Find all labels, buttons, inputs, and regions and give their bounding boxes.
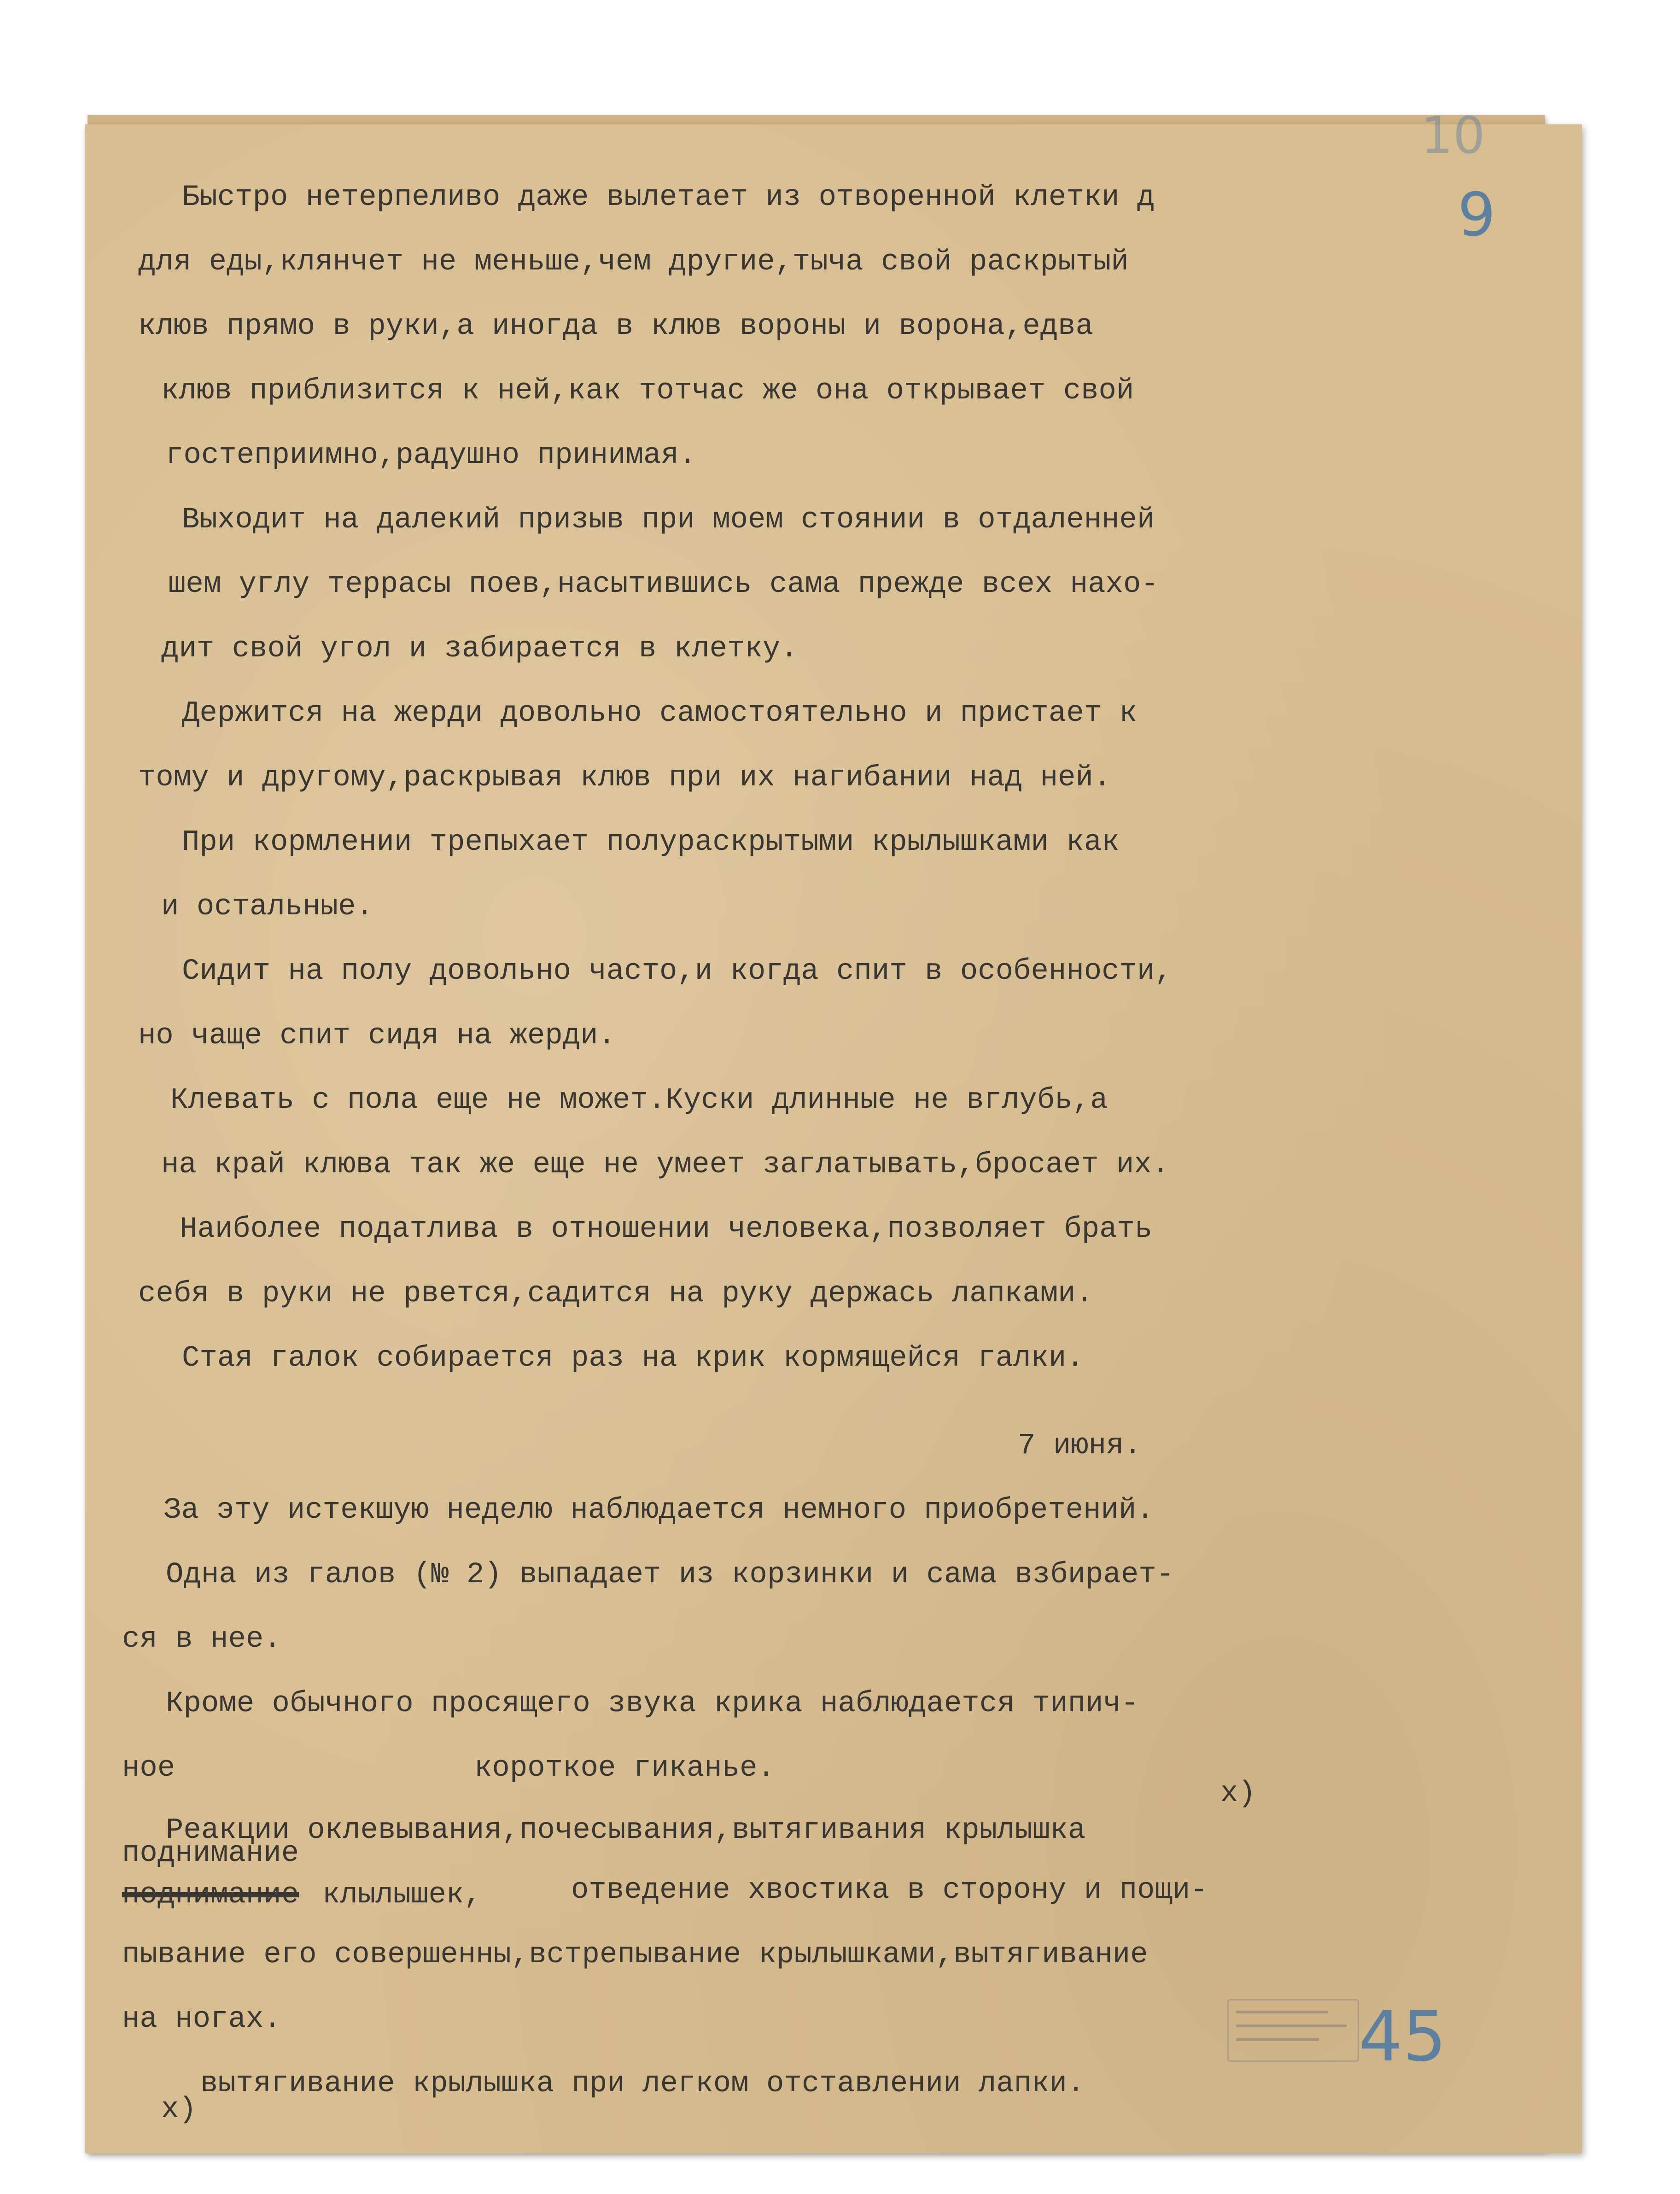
text-line: Одна из галов (№ 2) выпадает из корзинки и сама взбирает- <box>166 1558 1174 1591</box>
entry-date: 7 июня. <box>1018 1429 1142 1463</box>
page-number-bottom: 45 <box>1359 1997 1447 2077</box>
text-line: ся в нее. <box>122 1623 281 1656</box>
text-line: гостеприимно,радушно принимая. <box>166 439 697 472</box>
archive-stamp <box>1227 1999 1359 2062</box>
text-line: Наиболее податлива в отношении человека,позволяет брать <box>180 1213 1153 1246</box>
text-line: клылышек, <box>322 1878 482 1912</box>
text-line: тому и другому,раскрывая клюв при их нагибании над ней. <box>138 761 1111 795</box>
text-line: Держится на жерди довольно самостоятельно и пристает к <box>182 697 1137 730</box>
struck-text: поднимание <box>122 1878 299 1912</box>
page-number-top: 9 <box>1458 180 1496 250</box>
paper-sheet <box>85 124 1582 2153</box>
text-line: Реакции оклевывания,почесывания,вытягивания крылышка <box>166 1814 1086 1847</box>
text-line: и остальные. <box>161 890 373 924</box>
footnote-marker: x) <box>161 2093 197 2126</box>
text-line: Выходит на далекий призыв при моем стоянии в отдаленней <box>182 503 1155 537</box>
text-line: клюв приблизится к ней,как тотчас же она открывает свой <box>161 374 1134 408</box>
text-line: При кормлении трепыхает полураскрытыми крылышками как <box>182 826 1120 859</box>
text-line: короткое гиканье. <box>474 1752 775 1785</box>
text-line: дит свой угол и забирается в клетку. <box>161 632 798 666</box>
footnote-marker: x) <box>1220 1777 1256 1810</box>
text-line: Клевать с пола еще не может.Куски длинные не вглубь,а <box>170 1084 1108 1117</box>
text-line: но чаще спит сидя на жерди. <box>138 1019 616 1053</box>
footnote-text: вытягивание крылышка при легком отставлении лапки. <box>200 2067 1085 2100</box>
text-line: на ногах. <box>122 2003 281 2036</box>
text-line: шем углу террасы поев,насытившись сама прежде всех нахо- <box>168 568 1159 601</box>
text-line: отведение хвостика в сторону и пощи- <box>571 1874 1208 1907</box>
text-line: За эту истекшую неделю наблюдается немного приобретений. <box>163 1494 1154 1527</box>
text-line: себя в руки не рвется,садится на руку держась лапками. <box>138 1277 1093 1311</box>
text-line: на край клюва так же еще не умеет заглатывать,бросает их. <box>161 1148 1170 1182</box>
text-line: ное <box>122 1752 175 1785</box>
text-line: Быстро нетерпеливо даже вылетает из отворенной клетки д <box>182 181 1155 214</box>
text-line: для еды,клянчет не меньше,чем другие,тыча свой раскрытый <box>138 246 1129 279</box>
text-line: Кроме обычного просящего звука крика наблюдается типич- <box>166 1687 1139 1720</box>
text-line: пывание его совершенны,встрепывание крылышками,вытягивание <box>122 1938 1148 1972</box>
text-line: Стая галок собирается раз на крик кормящейся галки. <box>182 1342 1084 1375</box>
page-number-faint: 10 <box>1421 106 1485 165</box>
text-line: Сидит на полу довольно часто,и когда спит в особенности, <box>182 955 1172 988</box>
text-line: клюв прямо в руки,а иногда в клюв вороны и ворона,едва <box>138 310 1093 343</box>
text-line-insertion: поднимание <box>122 1837 299 1870</box>
